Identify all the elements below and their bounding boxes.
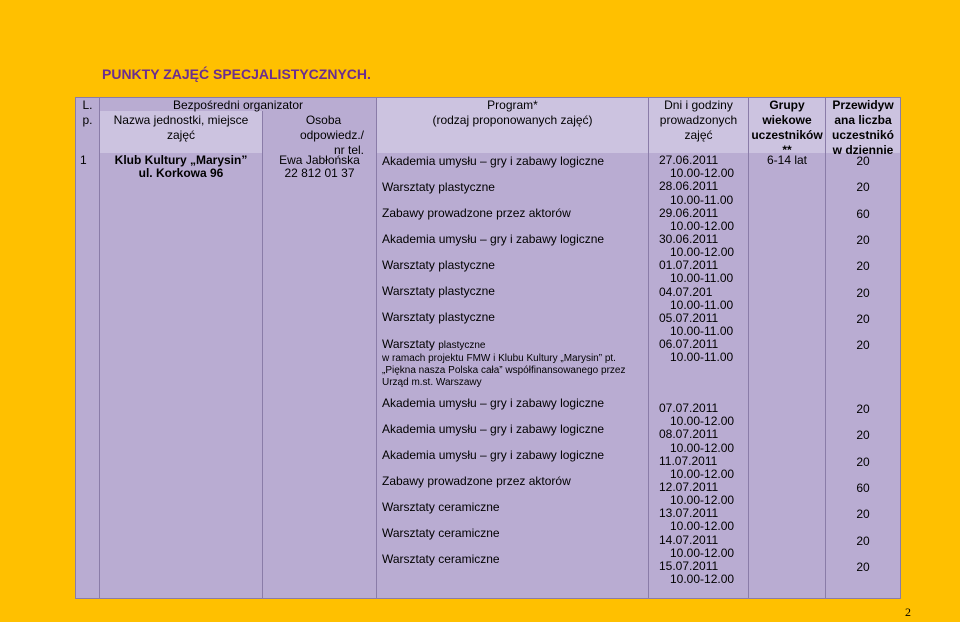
date-entry [652, 312, 752, 338]
time-value: 10.00-12.00 [670, 440, 735, 455]
program-item: Warsztaty ceramiczne [382, 552, 500, 566]
participant-count: 20 [856, 454, 870, 469]
date-value: 29.06.2011 [659, 205, 719, 220]
participant-count: 60 [856, 480, 870, 495]
program-item: Akademia umysłu – gry i zabawy logiczne [382, 448, 605, 462]
program-item: Warsztaty plastyczne [382, 310, 495, 324]
date-value: 08.07.2011 [659, 427, 719, 442]
participant-count: 20 [856, 232, 870, 247]
date-entry [652, 481, 752, 507]
column-divider [825, 97, 826, 599]
participant-count: 20 [856, 285, 870, 300]
date-value: 12.07.2011 [659, 479, 719, 494]
participant-count: 20 [856, 180, 870, 195]
date-entry [652, 338, 752, 364]
time-value: 10.00-12.00 [670, 218, 735, 233]
program-item: Warsztaty plastyczne [382, 258, 495, 272]
program-item: Akademia umysłu – gry i zabawy logiczne [382, 396, 605, 410]
date-value: 11.07.2011 [659, 453, 718, 468]
participant-count: 20 [856, 559, 870, 574]
participant-count: 20 [856, 533, 870, 548]
participant-count: 20 [856, 428, 870, 443]
date-entry [652, 180, 752, 206]
time-value: 10.00-11.00 [670, 192, 734, 207]
date-entry [652, 233, 752, 259]
time-value: 10.00-11.00 [670, 324, 734, 338]
header-lp: L. p. [82, 98, 93, 127]
row-place: Klub Kultury „Marysin” ul. Korkowa 96 [114, 153, 248, 181]
time-value: 10.00-11.00 [670, 271, 734, 286]
row-lp: 1 [80, 153, 87, 167]
program-item: Zabawy prowadzone przez aktorów [382, 206, 571, 220]
program-item: Akademia umysłu – gry i zabawy logiczne [382, 232, 605, 246]
date-entry [652, 428, 752, 454]
date-value: 28.06.2011 [659, 179, 719, 194]
date-value: 06.07.2011 [659, 337, 719, 352]
program-item: Warsztaty ceramiczne [382, 526, 500, 540]
program-item: Warsztaty plastyczne [382, 284, 495, 298]
participant-count: 20 [856, 507, 870, 522]
column-divider [262, 111, 263, 599]
time-value: 10.00-12.00 [670, 466, 735, 481]
time-value: 10.00-12.00 [670, 572, 735, 586]
participant-count: 20 [856, 311, 870, 326]
time-value: 10.00-12.00 [670, 166, 735, 181]
date-entry [652, 259, 752, 285]
date-value: 30.06.2011 [659, 231, 719, 246]
row-age-group: 6-14 lat [766, 153, 808, 167]
column-divider [648, 97, 649, 599]
program-item: Zabawy prowadzone przez aktorów [382, 474, 571, 488]
date-value: 01.07.2011 [659, 258, 719, 273]
date-value: 13.07.2011 [659, 506, 719, 521]
date-entry [652, 507, 752, 533]
date-value: 14.07.2011 [659, 532, 719, 547]
program-item: Warsztaty ceramiczne [382, 500, 500, 514]
column-divider [376, 97, 377, 599]
time-value: 10.00-11.00 [670, 297, 734, 312]
date-entry [652, 534, 752, 560]
date-entry [652, 560, 752, 586]
program-item: Akademia umysłu – gry i zabawy logiczne [382, 154, 605, 168]
time-value: 10.00-12.00 [670, 545, 735, 560]
date-value: 27.06.2011 [659, 153, 719, 167]
time-value: 10.00-11.00 [670, 350, 734, 365]
row-person: Ewa Jabłońska 22 812 01 37 [279, 153, 360, 181]
participant-count: 20 [856, 259, 870, 274]
date-entry [652, 207, 752, 233]
header-count: Przewidyw ana liczba uczestnikó w dziennie [831, 98, 894, 157]
participant-count: 20 [856, 338, 870, 353]
header-person: Osoba odpowiedz./ nr tel. [299, 113, 364, 157]
participant-count: 20 [856, 402, 870, 416]
date-value: 05.07.2011 [659, 310, 719, 325]
program-item: Akademia umysłu – gry i zabawy logiczne [382, 422, 605, 436]
date-entry [652, 154, 752, 180]
date-entry [652, 402, 752, 428]
program-item: Warsztaty plastyczne [382, 180, 495, 194]
header-groups: Grupy wiekowe uczestników ** [751, 98, 823, 157]
time-value: 10.00-12.00 [670, 493, 735, 508]
date-entry [652, 455, 752, 481]
header-place: Nazwa jednostki, miejsce zajęć [113, 113, 249, 142]
header-days: Dni i godziny prowadzonych zajęć [659, 98, 738, 142]
time-value: 10.00-12.00 [670, 414, 735, 429]
time-value: 10.00-12.00 [670, 245, 735, 260]
header-program: Program* (rodzaj proponowanych zajęć) [432, 98, 593, 127]
date-value: 15.07.2011 [659, 558, 719, 573]
date-entry [652, 286, 752, 312]
date-value: 04.07.201 [659, 284, 713, 299]
participant-count: 60 [856, 206, 870, 221]
time-value: 10.00-12.00 [670, 519, 735, 534]
header-organizer: Bezpośredni organizator [172, 98, 304, 112]
page-number: 2 [905, 605, 911, 619]
program-note: Warsztaty plastyczne w ramach projektu FMW i Klubu Kultury „Marysin” pt. „Piękna nasza Polska cała” współfinansowanego przez Urząd m.st. Warszawy [382, 337, 626, 388]
date-value: 07.07.2011 [659, 401, 719, 415]
participant-count: 20 [856, 154, 870, 168]
page-title: PUNKTY ZAJĘĆ SPECJALISTYCZNYCH. [102, 66, 371, 82]
